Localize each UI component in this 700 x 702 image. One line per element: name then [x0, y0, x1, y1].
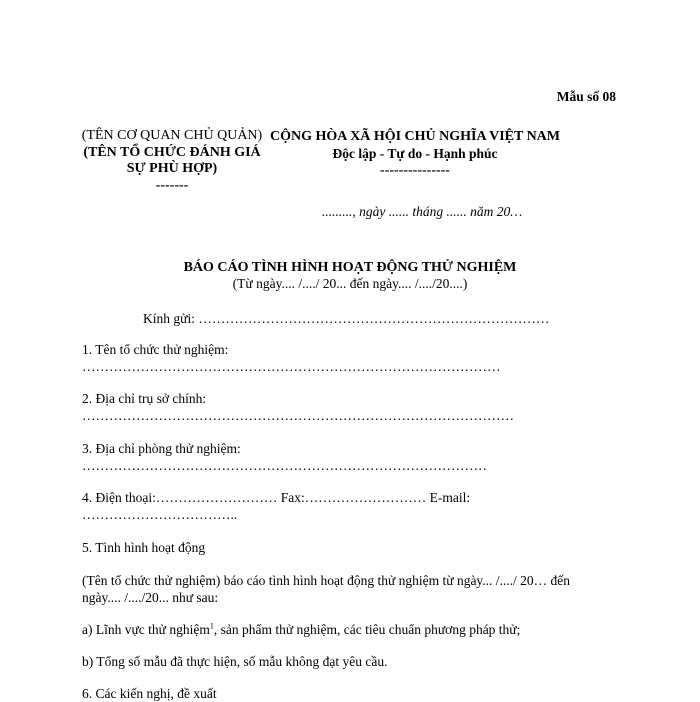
section-5b-item: b) Tổng số mẫu đã thực hiện, số mẫu không đạt yêu cầu. — [82, 654, 388, 669]
organization-name-line2: SỰ PHÙ HỢP) — [126, 161, 218, 176]
section-5a-text-part1: a) Lĩnh vực thử nghiệm — [82, 622, 210, 637]
section-3-label: 3. Địa chỉ phòng thử nghiệm: — [82, 441, 241, 456]
national-motto: Độc lập - Tự do - Hạnh phúc — [332, 146, 498, 161]
section-5a-text-part2: , sản phẩm thử nghiệm, các tiêu chuẩn phương pháp thử; — [213, 622, 521, 637]
agency-name: (TÊN CƠ QUAN CHỦ QUẢN) — [81, 128, 263, 143]
section-1-fill-line: ………………………………………………………………………………… — [82, 359, 501, 374]
report-title: BÁO CÁO TÌNH HÌNH HOẠT ĐỘNG THỬ NGHIỆM — [183, 260, 517, 275]
section-1-label: 1. Tên tổ chức thử nghiệm: — [82, 342, 229, 357]
right-header — [260, 128, 570, 179]
report-period: (Từ ngày.... /..../ 20... đến ngày.... /..../20....) — [232, 276, 468, 291]
footnote-marker: 1 — [209, 621, 214, 631]
section-5-paragraph-line1: (Tên tổ chức thử nghiệm) báo cáo tình hình hoạt động thử nghiệm từ ngày... /..../ 20… đến — [82, 573, 571, 588]
section-5a-item — [82, 622, 520, 638]
section-6-label: 6. Các kiến nghị, đề xuất — [82, 686, 217, 701]
section-4-fill-line: …………………………….. — [82, 507, 238, 522]
date-line: ........., ngày ...... tháng ...... năm 20… — [322, 204, 523, 219]
form-number: Mẫu số 08 — [556, 89, 616, 104]
left-header-divider: ------- — [155, 177, 189, 193]
left-header — [72, 128, 272, 194]
section-2-label: 2. Địa chỉ trụ sở chính: — [82, 391, 207, 406]
section-2-fill-line: …………………………………………………………………………………… — [82, 408, 514, 423]
national-title: CỘNG HÒA XÃ HỘI CHỦ NGHĨA VIỆT NAM — [269, 129, 560, 144]
section-5-paragraph-line2: ngày.... /..../20... như sau: — [82, 590, 219, 605]
organization-name-line1: (TÊN TỔ CHỨC ĐÁNH GIÁ — [83, 144, 261, 160]
right-header-divider: --------------- — [380, 163, 450, 178]
section-4-contact-line: 4. Điện thoại:……………………… Fax:……………………… E-mail: — [82, 490, 471, 505]
section-5-label: 5. Tình hình hoạt động — [82, 540, 206, 555]
section-3-fill-line: ……………………………………………………………………………… — [82, 458, 487, 473]
recipient-line: Kính gửi: …………………………………………………………………… — [143, 311, 550, 326]
